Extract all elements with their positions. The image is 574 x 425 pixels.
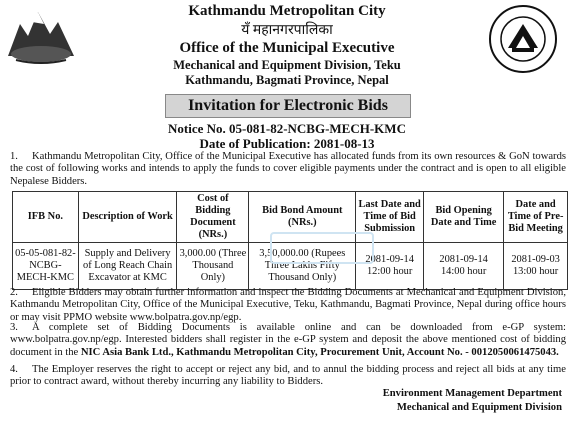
col-header-ifb: IFB No. xyxy=(13,192,79,243)
col-header-prebid: Date and Time of Pre-Bid Meeting xyxy=(504,192,568,243)
prebid-date: 2081-09-03 xyxy=(511,254,560,266)
cell-bond: 3,50,000.00 (Rupees Three Lakhs Fifty Thousand Only) xyxy=(249,243,356,290)
paragraph-2 xyxy=(10,287,566,324)
paragraph-number: 4. xyxy=(10,364,18,375)
col-header-description: Description of Work xyxy=(78,192,177,243)
signature-department: Environment Management Department xyxy=(382,388,562,399)
cell-opening xyxy=(424,243,504,290)
cell-description: Supply and Delivery of Long Reach Chain Excavator at KMC xyxy=(78,243,177,290)
last-date: 2081-09-14 xyxy=(365,254,414,266)
paragraph-text: Eligible Bidders may obtain further information and inspect the Bidding Documents at Mechanical and Equipment Division, Kathmandu Metropolitan City, Office of the Municipal Executive, Teku, Kathmandu, Bagmati Province, Nepal during office hours or may visit PPMO website www.bolpatra.gov.np/egp. xyxy=(10,287,566,323)
paragraph-1 xyxy=(10,151,566,188)
paragraph-text xyxy=(10,322,566,359)
paragraph-number: 1. xyxy=(10,151,18,162)
publication-date: Date of Publication: 2081-08-13 xyxy=(199,136,375,151)
cell-prebid xyxy=(504,243,568,290)
cell-cost: 3,000.00 (Three Thousand Only) xyxy=(177,243,249,290)
division-name: Mechanical and Equipment Division, Teku xyxy=(173,58,401,72)
notice-number: Notice No. 05-081-82-NCBG-MECH-KMC xyxy=(168,121,406,136)
paragraph-text-a: A complete set of Bidding Documents is available online and can be downloaded from e-GP system: www.bolpatra.gov.np/egp. Interested bidders shall register in the e-GP system and deposit the above mentioned cost of bidding document in the xyxy=(10,322,566,358)
last-time: 12:00 hour xyxy=(366,266,413,277)
prebid-time: 13:00 hour xyxy=(512,266,559,277)
signature-division: Mechanical and Equipment Division xyxy=(396,402,562,413)
col-header-cost: Cost of Bidding Document (NRs.) xyxy=(177,192,249,243)
col-header-opening: Bid Opening Date and Time xyxy=(424,192,504,243)
opening-date: 2081-09-14 xyxy=(439,254,488,266)
paragraph-3 xyxy=(10,322,566,359)
watermark xyxy=(270,232,374,264)
col-header-last-date: Last Date and Time of Bid Submission xyxy=(356,192,424,243)
city-name-nepali: यँ महानगरपालिका xyxy=(241,23,333,38)
cell-ifb: 05-05-081-82-NCBG-MECH-KMC xyxy=(13,243,79,290)
paragraph-4 xyxy=(10,364,566,389)
paragraph-text: The Employer reserves the right to accept or reject any bid, and to annul the bidding process and reject all bids at any time prior to contract award, without thereby incurring any liability to Bidders. xyxy=(10,364,566,388)
office-name: Office of the Municipal Executive xyxy=(179,40,395,56)
paragraph-text: Kathmandu Metropolitan City, Office of the Municipal Executive has allocated funds from its own resources & GoN towards the cost of following works and intends to apply the funds to cover eligible payments under the contract and is open to all eligible Nepalese Bidders. xyxy=(10,151,566,187)
opening-time: 14:00 hour xyxy=(440,266,487,277)
office-address: Kathmandu, Bagmati Province, Nepal xyxy=(185,73,389,87)
col-header-bond: Bid Bond Amount (NRs.) xyxy=(249,192,356,243)
paragraph-number: 2. xyxy=(10,287,18,298)
paragraph-number: 3. xyxy=(10,322,18,333)
invitation-banner: Invitation for Electronic Bids xyxy=(165,94,411,118)
city-name: Kathmandu Metropolitan City xyxy=(188,3,386,19)
bank-account-text: NIC Asia Bank Ltd., Kathmandu Metropolitan City, Procurement Unit, Account No. - 0012050061475043. xyxy=(80,346,559,358)
